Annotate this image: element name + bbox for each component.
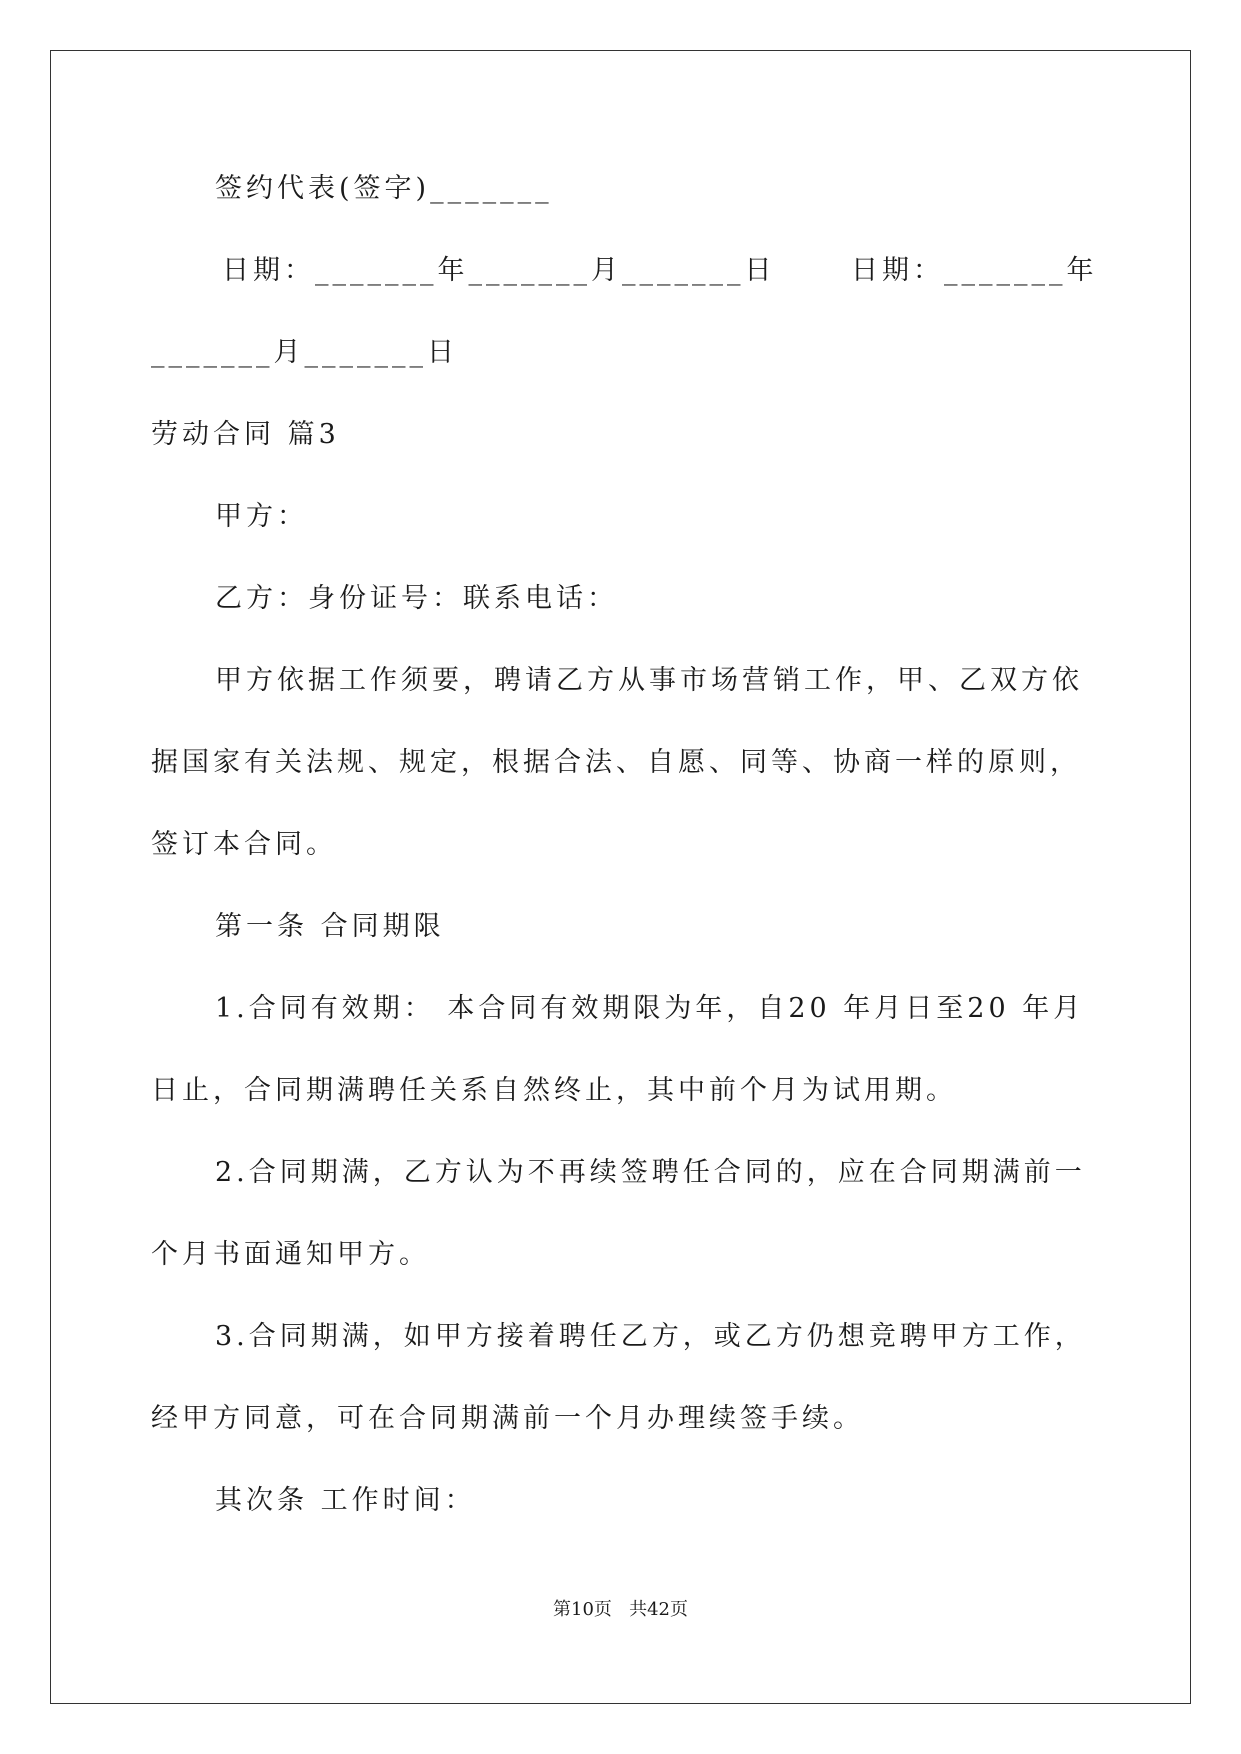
party-a-line: 甲方： (215, 501, 308, 532)
page-frame (50, 50, 1191, 1704)
party-b-line: 乙方：身份证号：联系电话： (215, 583, 618, 614)
signer-representative-line: 签约代表(签字)_______ (215, 173, 553, 204)
article-heading: 第一条 合同期限 (215, 911, 445, 942)
paragraph-line: 签订本合同。 (151, 829, 337, 860)
article-heading: 其次条 工作时间： (215, 1485, 476, 1516)
paragraph-line: 2.合同期满，乙方认为不再续签聘任合同的，应在合同期满前一 (215, 1157, 1086, 1188)
paragraph-line: 3.合同期满，如甲方接着聘任乙方，或乙方仍想竞聘甲方工作， (215, 1321, 1086, 1352)
section-heading: 劳动合同 篇3 (151, 419, 340, 450)
paragraph-line: 据国家有关法规、规定，根据合法、自愿、同等、协商一样的原则， (151, 747, 1081, 778)
date-line: 日期：_______年_______月_______日 日期：_______年 (222, 255, 1098, 286)
paragraph-line: 1.合同有效期： 本合同有效期限为年，自20 年月日至20 年月 (215, 993, 1085, 1024)
paragraph-line: 经甲方同意，可在合同期满前一个月办理续签手续。 (151, 1403, 864, 1434)
paragraph-line: 甲方依据工作须要，聘请乙方从事市场营销工作，甲、乙双方依 (215, 665, 1083, 696)
date-line-continued: _______月_______日 (151, 337, 458, 368)
paragraph-line: 日止，合同期满聘任关系自然终止，其中前个月为试用期。 (151, 1075, 957, 1106)
page-number-footer: 第10页 共42页 (553, 1599, 688, 1620)
paragraph-line: 个月书面通知甲方。 (151, 1239, 430, 1270)
